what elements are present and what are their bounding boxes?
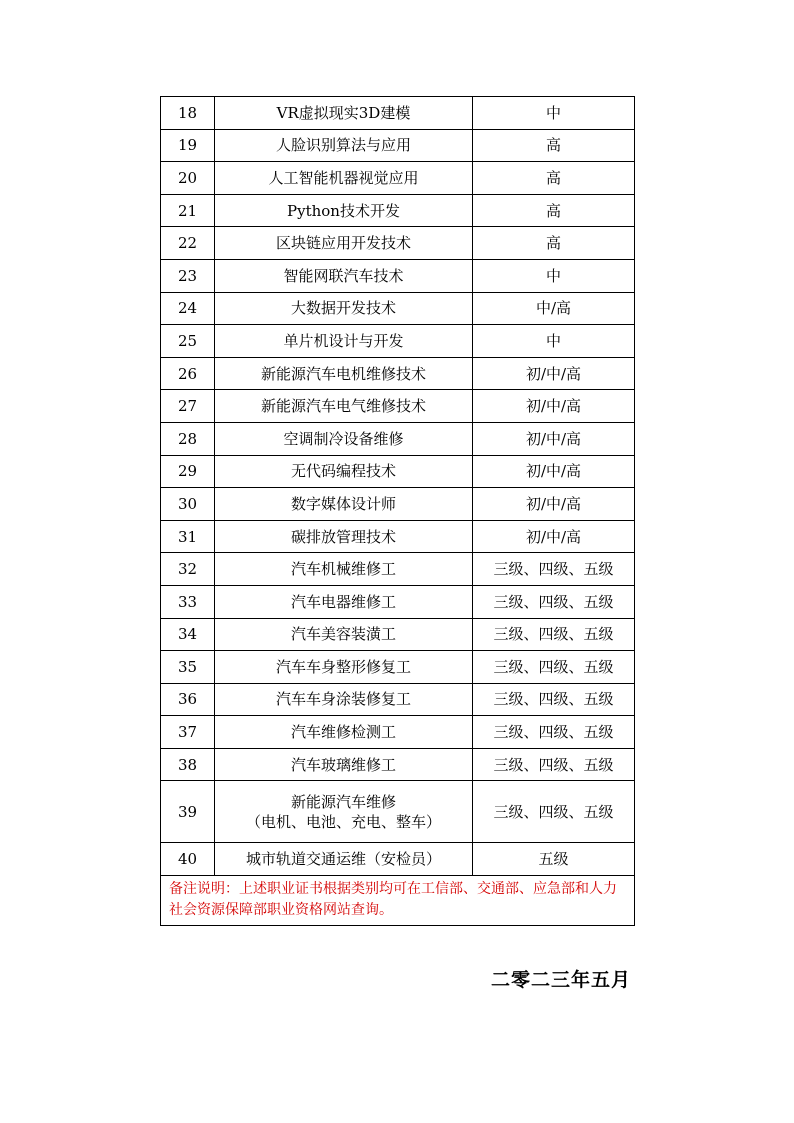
certificate-level: 中 xyxy=(473,97,635,130)
certificate-name: 城市轨道交通运维（安检员） xyxy=(215,843,473,876)
certificate-level: 初/中/高 xyxy=(473,422,635,455)
table-row xyxy=(161,618,635,651)
certificate-name: 空调制冷设备维修 xyxy=(215,422,473,455)
row-number: 27 xyxy=(161,390,215,423)
row-number: 26 xyxy=(161,357,215,390)
row-number: 40 xyxy=(161,843,215,876)
certificate-name: 汽车车身整形修复工 xyxy=(215,651,473,684)
certificate-name: VR虚拟现实3D建模 xyxy=(215,97,473,130)
certificate-table-body xyxy=(161,97,635,926)
row-number: 19 xyxy=(161,129,215,162)
table-row xyxy=(161,651,635,684)
certificate-name: 单片机设计与开发 xyxy=(215,325,473,358)
certificate-level: 三级、四级、五级 xyxy=(473,585,635,618)
table-row xyxy=(161,129,635,162)
certificate-name: 汽车美容装潢工 xyxy=(215,618,473,651)
row-number: 24 xyxy=(161,292,215,325)
certificate-level: 三级、四级、五级 xyxy=(473,553,635,586)
row-number: 21 xyxy=(161,194,215,227)
certificate-level: 三级、四级、五级 xyxy=(473,716,635,749)
certificate-name-line1: 新能源汽车维修 xyxy=(290,792,396,811)
row-number: 22 xyxy=(161,227,215,260)
row-number: 39 xyxy=(161,781,215,843)
certificate-level: 三级、四级、五级 xyxy=(473,748,635,781)
certificate-name: 汽车玻璃维修工 xyxy=(215,748,473,781)
certificate-name: 汽车车身涂装修复工 xyxy=(215,683,473,716)
table-row xyxy=(161,520,635,553)
row-number: 31 xyxy=(161,520,215,553)
certificate-level: 三级、四级、五级 xyxy=(473,781,635,843)
certificate-level: 高 xyxy=(473,162,635,195)
table-row xyxy=(161,422,635,455)
note-row xyxy=(161,876,635,926)
certificate-name: 汽车维修检测工 xyxy=(215,716,473,749)
table-row xyxy=(161,97,635,130)
certificate-name: 大数据开发技术 xyxy=(215,292,473,325)
row-number: 23 xyxy=(161,259,215,292)
table-row xyxy=(161,357,635,390)
certificate-name: Python技术开发 xyxy=(215,194,473,227)
certificate-name: 人工智能机器视觉应用 xyxy=(215,162,473,195)
certificate-name: 新能源汽车电机维修技术 xyxy=(215,357,473,390)
table-row xyxy=(161,781,635,843)
table-row xyxy=(161,227,635,260)
table-row xyxy=(161,553,635,586)
document-date: 二零二三年五月 xyxy=(490,969,631,991)
row-number: 29 xyxy=(161,455,215,488)
certificate-level: 中 xyxy=(473,259,635,292)
certificate-level: 初/中/高 xyxy=(473,455,635,488)
row-number: 33 xyxy=(161,585,215,618)
certificate-name: 区块链应用开发技术 xyxy=(215,227,473,260)
certificate-name: 新能源汽车电气维修技术 xyxy=(215,390,473,423)
table-row xyxy=(161,683,635,716)
certificate-level: 中 xyxy=(473,325,635,358)
table-row xyxy=(161,455,635,488)
certificate-table xyxy=(160,96,635,926)
row-number: 25 xyxy=(161,325,215,358)
remarks-note: 备注说明：上述职业证书根据类别均可在工信部、交通部、应急部和人力社会资源保障部职业资格网站查询。 xyxy=(161,876,635,926)
certificate-level: 高 xyxy=(473,129,635,162)
table-row xyxy=(161,716,635,749)
certificate-level: 高 xyxy=(473,194,635,227)
table-row xyxy=(161,488,635,521)
table-row xyxy=(161,162,635,195)
certificate-name: 汽车电器维修工 xyxy=(215,585,473,618)
table-row xyxy=(161,259,635,292)
row-number: 20 xyxy=(161,162,215,195)
certificate-name: 智能网联汽车技术 xyxy=(215,259,473,292)
certificate-name xyxy=(215,781,473,843)
certificate-level: 三级、四级、五级 xyxy=(473,618,635,651)
certificate-level: 五级 xyxy=(473,843,635,876)
certificate-level: 初/中/高 xyxy=(473,390,635,423)
certificate-name: 无代码编程技术 xyxy=(215,455,473,488)
row-number: 38 xyxy=(161,748,215,781)
certificate-level: 初/中/高 xyxy=(473,488,635,521)
row-number: 35 xyxy=(161,651,215,684)
certificate-name: 数字媒体设计师 xyxy=(215,488,473,521)
certificate-name: 碳排放管理技术 xyxy=(215,520,473,553)
table-row xyxy=(161,325,635,358)
row-number: 28 xyxy=(161,422,215,455)
row-number: 18 xyxy=(161,97,215,130)
table-row xyxy=(161,194,635,227)
certificate-name: 汽车机械维修工 xyxy=(215,553,473,586)
table-row xyxy=(161,748,635,781)
row-number: 32 xyxy=(161,553,215,586)
table-row xyxy=(161,292,635,325)
certificate-level: 三级、四级、五级 xyxy=(473,683,635,716)
certificate-name: 人脸识别算法与应用 xyxy=(215,129,473,162)
certificate-level: 三级、四级、五级 xyxy=(473,651,635,684)
certificate-level: 初/中/高 xyxy=(473,357,635,390)
certificate-level: 初/中/高 xyxy=(473,520,635,553)
table-row xyxy=(161,843,635,876)
row-number: 37 xyxy=(161,716,215,749)
row-number: 34 xyxy=(161,618,215,651)
row-number: 30 xyxy=(161,488,215,521)
certificate-name-line2: （电机、电池、充电、整车） xyxy=(245,812,441,831)
certificate-level: 中/高 xyxy=(473,292,635,325)
table-row xyxy=(161,585,635,618)
table-row xyxy=(161,390,635,423)
certificate-level: 高 xyxy=(473,227,635,260)
row-number: 36 xyxy=(161,683,215,716)
